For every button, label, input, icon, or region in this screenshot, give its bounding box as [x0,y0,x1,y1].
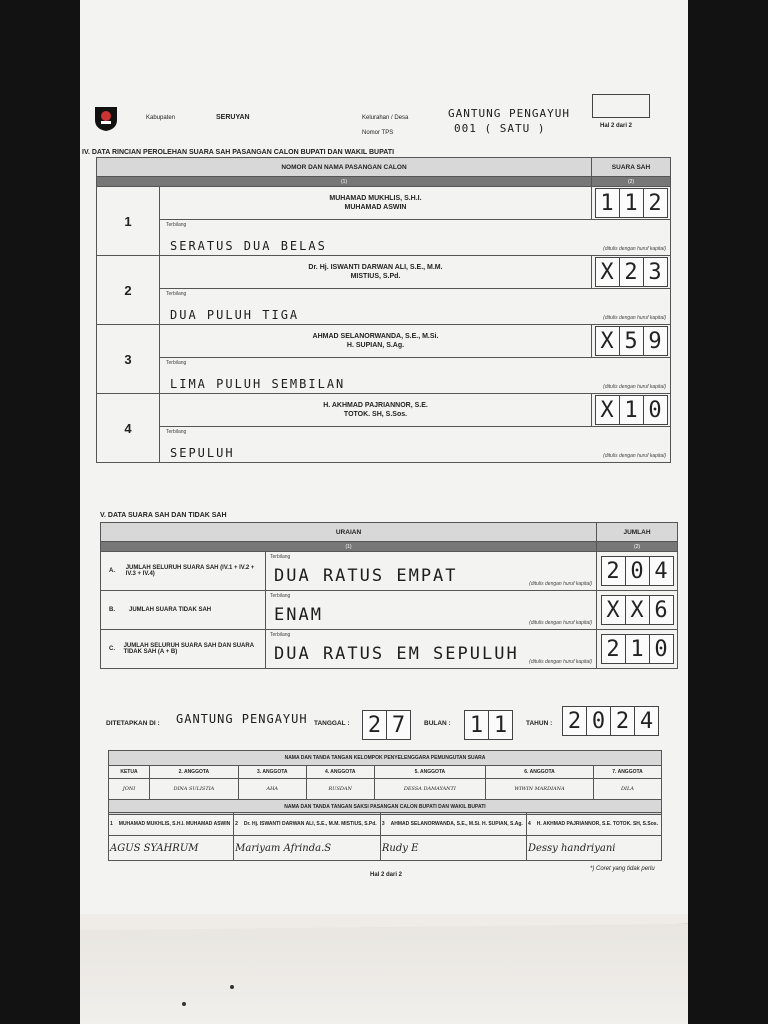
candidate-number: 3 [97,325,160,394]
ditetapkan-place: GANTUNG PENGAYUH [176,712,308,726]
jumlah-digit-row [597,556,677,586]
terbilang-label: Terbilang [166,222,187,228]
vote-digit-row [592,188,670,218]
saksi-pair-names: AHMAD SELANORWANDA, S.E., M.Si. H. SUPIAN, S.Ag. [390,821,523,827]
digit-box: 0 [650,634,674,664]
saksi-pair-cell [109,813,234,836]
digit-box: 3 [644,257,668,287]
kpps-role: 5. ANGGOTA [374,766,485,779]
summary-uraian [101,630,597,669]
saksi-number: 2 [235,821,238,827]
candidate-names [160,187,592,220]
col-uraian-header: URAIAN [101,523,597,542]
candidate-names [160,394,592,427]
summary-uraian [101,552,597,591]
word-hint: (ditulis dengan huruf kapital) [529,659,592,665]
candidate-words-row [97,289,671,325]
candidate-words: LIMA PULUH SEMBILAN [170,377,346,391]
digit-box: 9 [644,326,668,356]
summary-letter: B. [109,607,115,613]
word-hint: (ditulis dengan huruf kapital) [529,620,592,626]
candidate-name-2: TOTOK. SH, S.Sos. [343,411,408,418]
digit-box: X [595,395,620,425]
terbilang-label: Terbilang [166,429,187,435]
summary-jumlah [597,591,678,630]
summary-label: JUMLAH SELURUH SUARA SAH DAN SUARA TIDAK SAH (A + B) [123,643,254,655]
vote-summary-table [100,522,678,669]
saksi-number: 4 [527,821,531,827]
summary-jumlah [597,630,678,669]
saksi-number: 3 [381,821,385,827]
digit-box: X [595,326,620,356]
saksi-signature: Dessy handriyani [526,836,661,861]
candidate-row [97,325,671,358]
digit-box: 4 [650,556,674,586]
bulan-boxes [464,710,513,740]
digit-box: 1 [489,710,513,740]
word-hint: (ditulis dengan huruf kapital) [529,581,592,587]
kelurahan-value: GANTUNG PENGAYUH [448,107,570,120]
candidate-name-1: MUHAMAD MUKHLIS, S.H.I. [329,194,422,202]
vote-digit-row [592,257,670,287]
candidate-words: SERATUS DUA BELAS [170,239,327,253]
page-indicator: Hal 2 dari 2 [600,123,633,129]
saksi-number: 1 [110,821,113,827]
candidate-words-row [97,358,671,394]
kabupaten-value: SERUYAN [216,114,250,121]
tps-label: Nomor TPS [362,130,394,136]
col-name-header: NOMOR DAN NAMA PASANGAN CALON [97,158,592,177]
digit-box: X [595,257,620,287]
word-hint: (ditulis dengan huruf kapital) [603,453,666,459]
digit-box: X [626,595,650,625]
candidate-words-cell [160,427,671,463]
word-hint: (ditulis dengan huruf kapital) [603,315,666,321]
candidate-row [97,187,671,220]
summary-words-block [265,630,596,668]
summary-jumlah [597,552,678,591]
section-iv-title: IV. DATA RINCIAN PEROLEHAN SUARA SAH PASANGAN CALON BUPATI DAN WAKIL BUPATI [82,149,395,156]
candidate-votes [592,256,671,289]
word-hint: (ditulis dengan huruf kapital) [603,384,666,390]
candidate-name-2: MUHAMAD ASWIN [344,204,407,211]
tanggal-label: TANGGAL : [314,720,350,727]
candidate-name-1: AHMAD SELANORWANDA, S.E., M.Si. [312,332,439,340]
summary-words: DUA RATUS EM SEPULUH [274,644,519,664]
kelurahan-label: Kelurahan / Desa [362,115,409,121]
summary-label: JUMLAH SELURUH SUARA SAH (IV.1 + IV.2 + IV.3 + IV.4) [125,565,255,577]
footer-page: Hal 2 dari 2 [370,872,403,878]
ditetapkan-label: DITETAPKAN DI : [106,720,160,727]
candidate-name-2: MISTIUS, S.Pd. [350,273,401,280]
summary-row [101,591,678,630]
form-sheet [80,0,688,914]
kpu-logo [92,104,120,132]
saksi-title: NAMA DAN TANDA TANGAN SAKSI PASANGAN CALON BUPATI DAN WAKIL BUPATI [109,800,662,815]
jumlah-digit-row [597,634,677,664]
tahun-boxes [562,706,659,736]
col-votes-header: SUARA SAH [592,158,671,177]
candidate-words-cell [160,358,671,394]
saksi-signature: AGUS SYAHRUM [109,836,234,861]
saksi-signature: Rudy E [380,836,526,861]
candidate-votes [592,187,671,220]
candidate-number: 2 [97,256,160,325]
col-name-index: (1) [97,177,592,187]
digit-box: 1 [620,188,644,218]
digit-box: 2 [601,634,626,664]
digit-box: 2 [601,556,626,586]
candidate-name-2: H. SUPIAN, S.Ag. [346,342,405,349]
candidate-words: DUA PULUH TIGA [170,308,300,322]
kpps-role: 2. ANGGOTA [149,766,238,779]
digit-box: 7 [387,710,411,740]
kpps-role: 7. ANGGOTA [593,766,661,779]
candidate-name-1: Dr. Hj. ISWANTI DARWAN ALI, S.E., M.M. [308,263,443,271]
digit-box: 1 [464,710,489,740]
digit-box: 6 [650,595,674,625]
digit-box: 5 [620,326,644,356]
kpps-signature: DESSA DAMAYANTI [374,779,485,800]
kabupaten-label: Kabupaten [146,115,176,121]
digit-box: X [601,595,626,625]
kpps-title: NAMA DAN TANDA TANGAN KELOMPOK PENYELENGGARA PEMUNGUTAN SUARA [109,751,662,766]
candidate-name-1: H. AKHMAD PAJRIANNOR, S.E. [323,401,428,409]
tahun-label: TAHUN : [526,720,553,727]
digit-box: 2 [562,706,587,736]
terbilang-label: Terbilang [270,632,291,638]
kpps-role: KETUA [109,766,150,779]
speck [182,1002,186,1006]
terbilang-label: Terbilang [166,360,187,366]
candidate-votes [592,325,671,358]
saksi-pair-names: Dr. Hj. ISWANTI DARWAN ALI, S.E., M.M. MISTIUS, S.Pd. [243,821,377,827]
candidate-number: 4 [97,394,160,463]
kpps-role: 4. ANGGOTA [306,766,374,779]
kpps-signature: DILA [593,779,661,800]
signature-table [108,750,662,815]
kpps-signature: WIWIN MARDIANA [486,779,594,800]
candidate-row [97,394,671,427]
digit-box: 2 [362,710,387,740]
speck [230,985,234,989]
kpps-role: 3. ANGGOTA [238,766,306,779]
vote-digit-row [592,326,670,356]
kpps-signature: RUSDAN [306,779,374,800]
summary-letter: A. [109,568,115,574]
bulan-label: BULAN : [424,720,451,727]
kpps-signature: AHA [238,779,306,800]
summary-label-block [109,630,259,668]
summary-words-block [265,591,596,629]
summary-row [101,552,678,591]
digit-box: 1 [620,395,644,425]
kpps-signature: JONI [109,779,150,800]
summary-words: DUA RATUS EMPAT [274,566,458,586]
summary-letter: C. [109,646,115,652]
summary-label-block [109,552,259,590]
saksi-pair-names: H. AKHMAD PAJRIANNOR, S.E. TOTOK. SH, S.Sos. [536,821,658,827]
candidate-row [97,256,671,289]
candidate-words-cell [160,289,671,325]
summary-words-block [265,552,596,590]
summary-label: JUMLAH SUARA TIDAK SAH [129,607,212,613]
digit-box: 2 [611,706,635,736]
kpps-role: 6. ANGGOTA [486,766,594,779]
digit-box: 1 [595,188,620,218]
witness-table [108,812,662,861]
digit-box: 2 [644,188,668,218]
candidate-words: SEPULUH [170,446,235,460]
candidate-votes [592,394,671,427]
digit-box: 0 [626,556,650,586]
summary-label-block [109,591,259,629]
terbilang-label: Terbilang [166,291,187,297]
candidate-words-row [97,220,671,256]
summary-uraian [101,591,597,630]
digit-box: 2 [620,257,644,287]
tps-value: 001 ( SATU ) [454,122,546,135]
col-uraian-index: (1) [101,542,597,552]
candidate-words-row [97,427,671,463]
summary-words: ENAM [274,605,323,625]
candidate-number: 1 [97,187,160,256]
model-box [592,94,650,118]
saksi-pair-cell [380,813,526,836]
section-v-title: V. DATA SUARA SAH DAN TIDAK SAH [100,512,227,519]
candidate-names [160,256,592,289]
footer-note: *) Coret yang tidak perlu [590,866,655,872]
jumlah-digit-row [597,595,677,625]
candidate-votes-table [96,157,671,463]
saksi-pair-cell [526,813,661,836]
candidate-words-cell [160,220,671,256]
digit-box: 0 [587,706,611,736]
word-hint: (ditulis dengan huruf kapital) [603,246,666,252]
kpps-signature: DINA SULISTIA [149,779,238,800]
col-votes-index: (2) [592,177,671,187]
col-jumlah-header: JUMLAH [597,523,678,542]
terbilang-label: Terbilang [270,593,291,599]
saksi-pair-cell [234,813,381,836]
saksi-pair-names: MUHAMAD MUKHLIS, S.H.I. MUHAMAD ASWIN [118,821,231,827]
vote-digit-row [592,395,670,425]
digit-box: 1 [626,634,650,664]
terbilang-label: Terbilang [270,554,291,560]
col-jumlah-index: (2) [597,542,678,552]
digit-box: 4 [635,706,659,736]
candidate-names [160,325,592,358]
saksi-signature: Mariyam Afrinda.S [234,836,381,861]
tanggal-boxes [362,710,411,740]
summary-row [101,630,678,669]
digit-box: 0 [644,395,668,425]
underlying-paper [80,916,688,1024]
